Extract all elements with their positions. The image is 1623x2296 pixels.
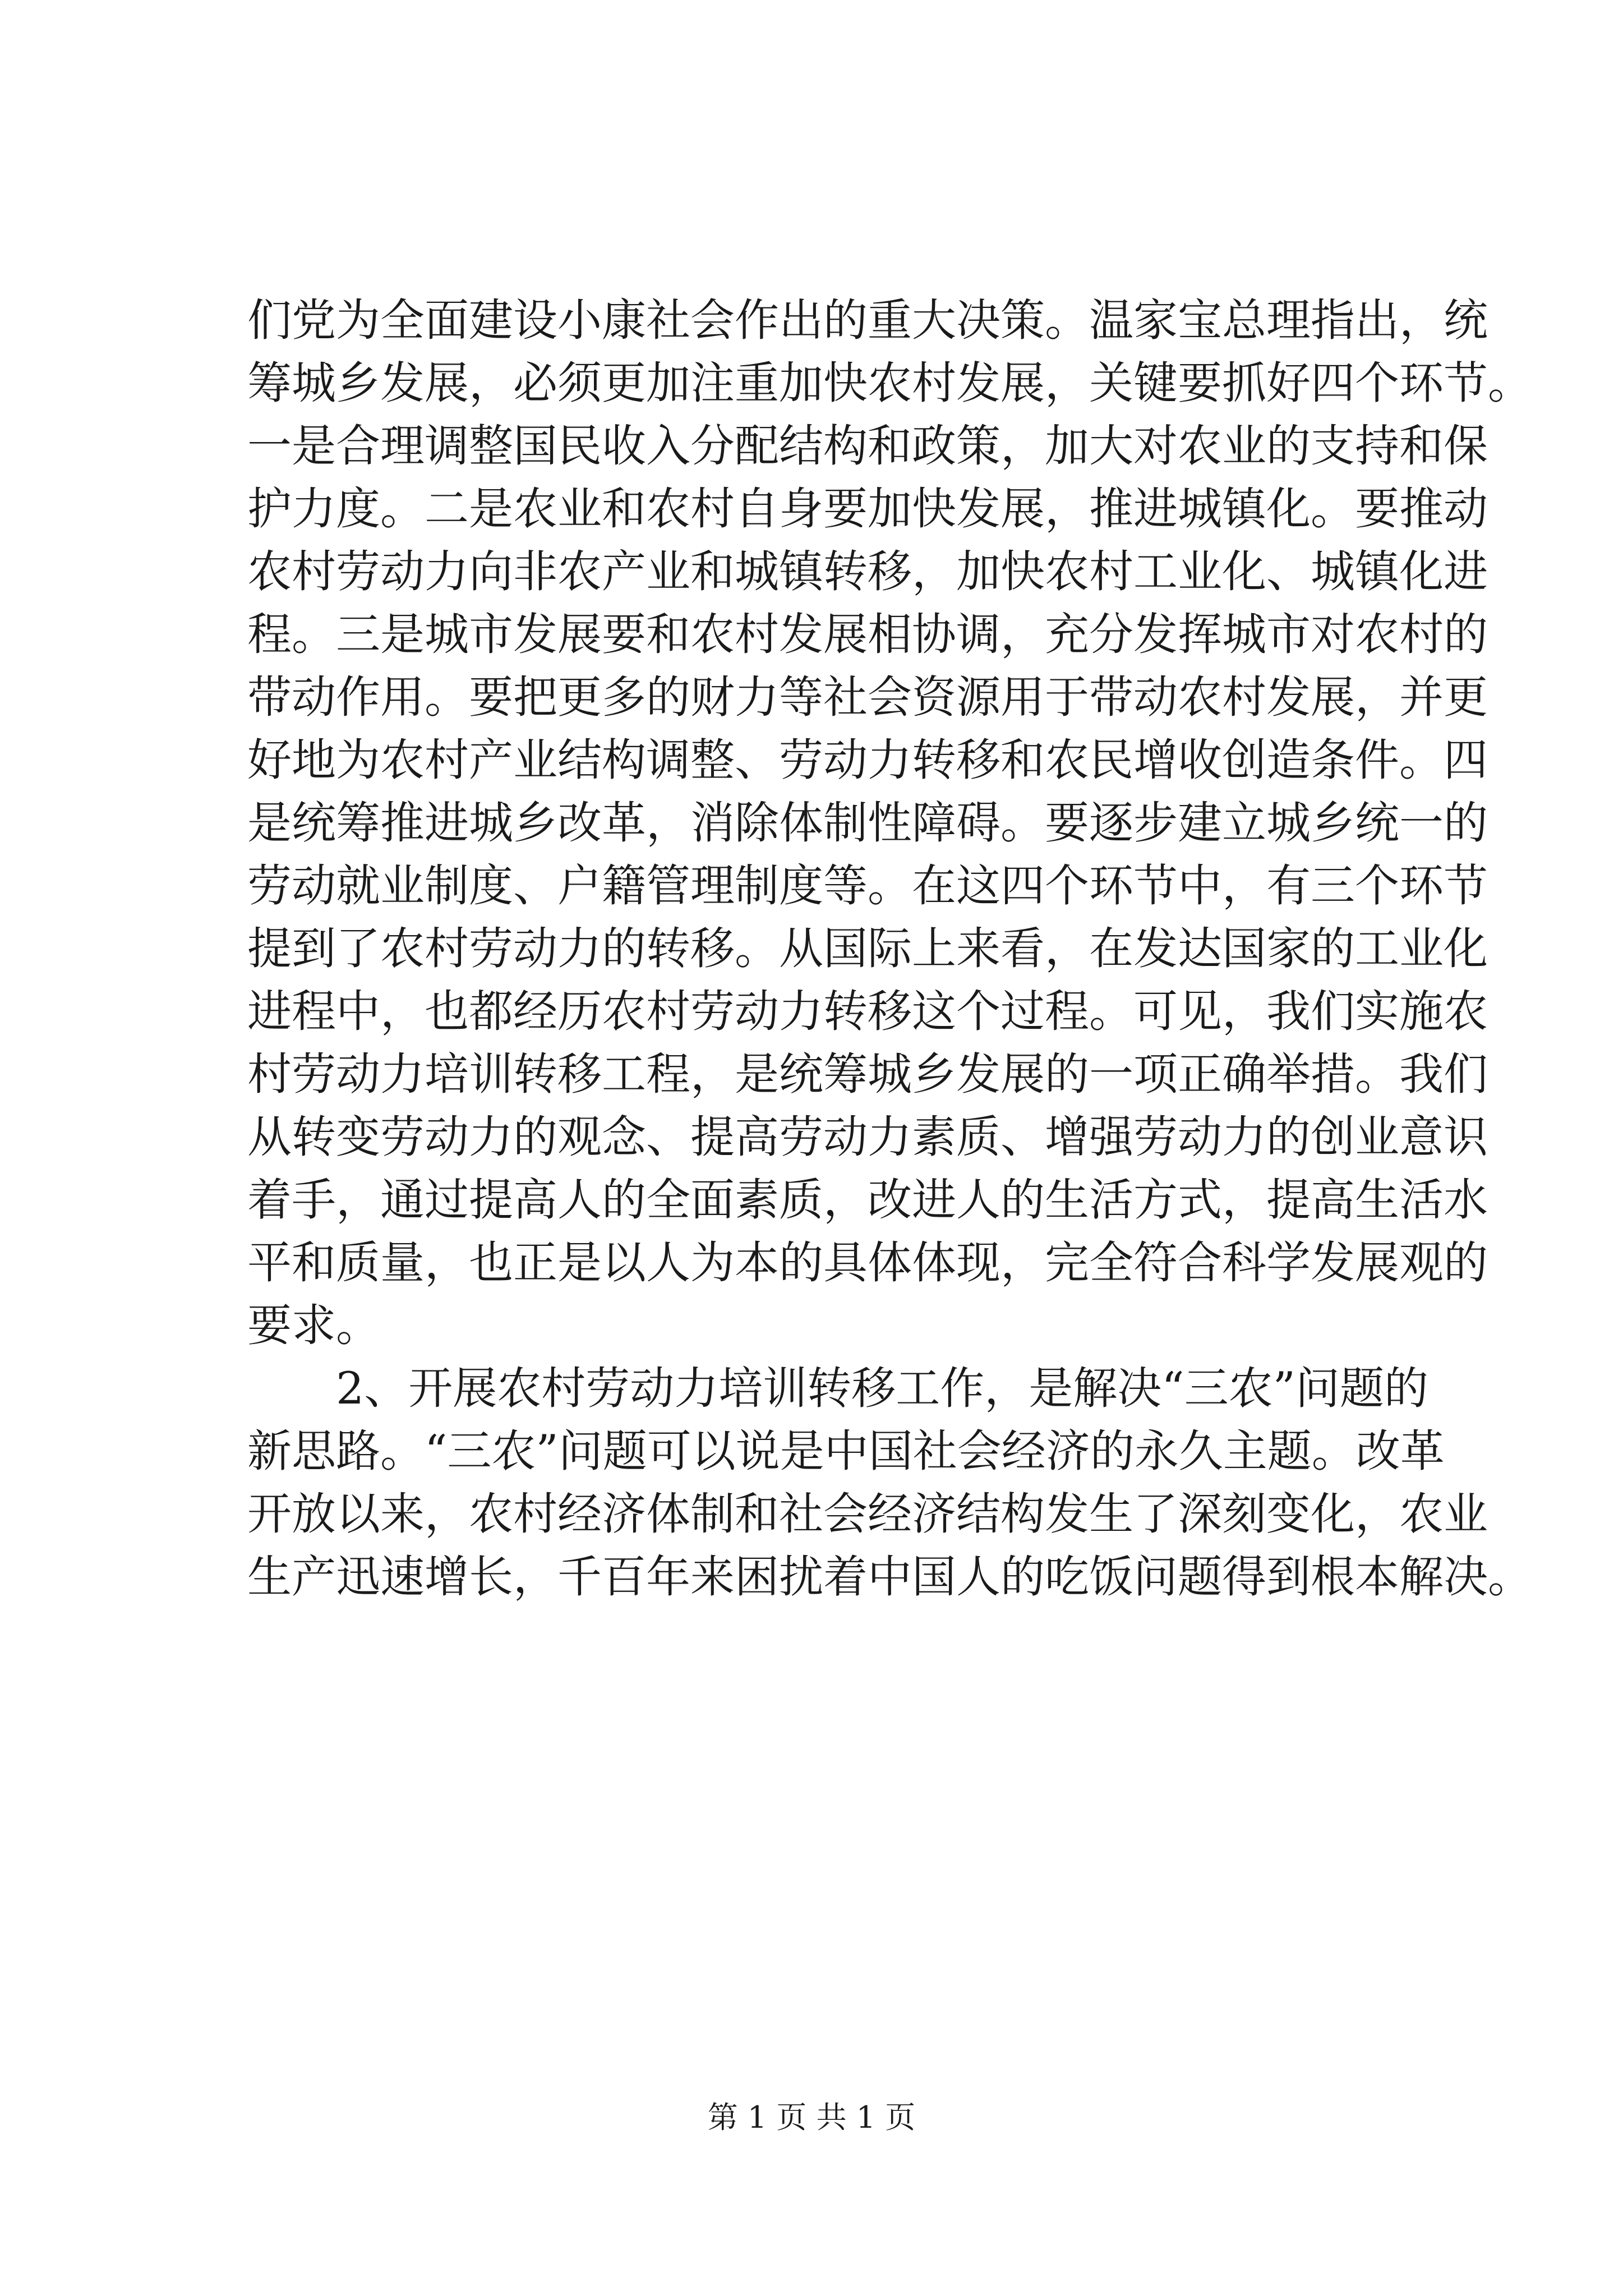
document-body: [247, 289, 1532, 1608]
text-line: 一是合理调整国民收入分配结构和政策，加大对农业的支持和保: [247, 420, 1488, 472]
text-line: 从转变劳动力的观念、提高劳动力素质、增强劳动力的创业意识: [247, 1111, 1488, 1163]
text-line: 开放以来，农村经济体制和社会经济结构发生了深刻变化，农业: [247, 1488, 1488, 1540]
text-line: 村劳动力培训转移工程，是统筹城乡发展的一项正确举措。我们: [247, 1048, 1488, 1100]
text-line: 们党为全面建设小康社会作出的重大决策。温家宝总理指出，统: [247, 295, 1488, 346]
text-line: 农村劳动力向非农产业和城镇转移，加快农村工业化、城镇化进: [247, 546, 1488, 597]
text-line: 好地为农村产业结构调整、劳动力转移和农民增收创造条件。四: [247, 734, 1488, 786]
text-line: 提到了农村劳动力的转移。从国际上来看，在发达国家的工业化: [247, 923, 1488, 974]
text-line: 进程中，也都经历农村劳动力转移这个过程。可见，我们实施农: [247, 986, 1488, 1037]
paragraph-1: [247, 289, 1532, 1357]
text-line: 平和质量，也正是以人为本的具体体现，完全符合科学发展观的: [247, 1237, 1488, 1289]
text-line: 护力度。二是农业和农村自身要加快发展，推进城镇化。要推动: [247, 483, 1488, 535]
text-line: 生产迅速增长，千百年来困扰着中国人的吃饭问题得到根本解决。: [247, 1551, 1532, 1603]
text-line: 程。三是城市发展要和农村发展相协调，充分发挥城市对农村的: [247, 609, 1488, 660]
text-line: 筹城乡发展，必须更加注重加快农村发展，关键要抓好四个环节。: [247, 357, 1532, 409]
text-line: 新思路。“三农”问题可以说是中国社会经济的永久主题。改革: [247, 1425, 1445, 1477]
text-line: 2、开展农村劳动力培训转移工作，是解决“三农”问题的: [336, 1363, 1429, 1414]
text-line: 带动作用。要把更多的财力等社会资源用于带动农村发展，并更: [247, 671, 1488, 723]
page-footer: [0, 2098, 1623, 2137]
paragraph-2: [247, 1357, 1532, 1608]
page-number-label: 第 1 页 共 1 页: [707, 2100, 916, 2135]
text-line: 是统筹推进城乡改革，消除体制性障碍。要逐步建立城乡统一的: [247, 797, 1488, 849]
text-line: 劳动就业制度、户籍管理制度等。在这四个环节中，有三个环节: [247, 860, 1488, 912]
text-line: 要求。: [247, 1300, 380, 1351]
text-line: 着手，通过提高人的全面素质，改进人的生活方式，提高生活水: [247, 1174, 1488, 1226]
